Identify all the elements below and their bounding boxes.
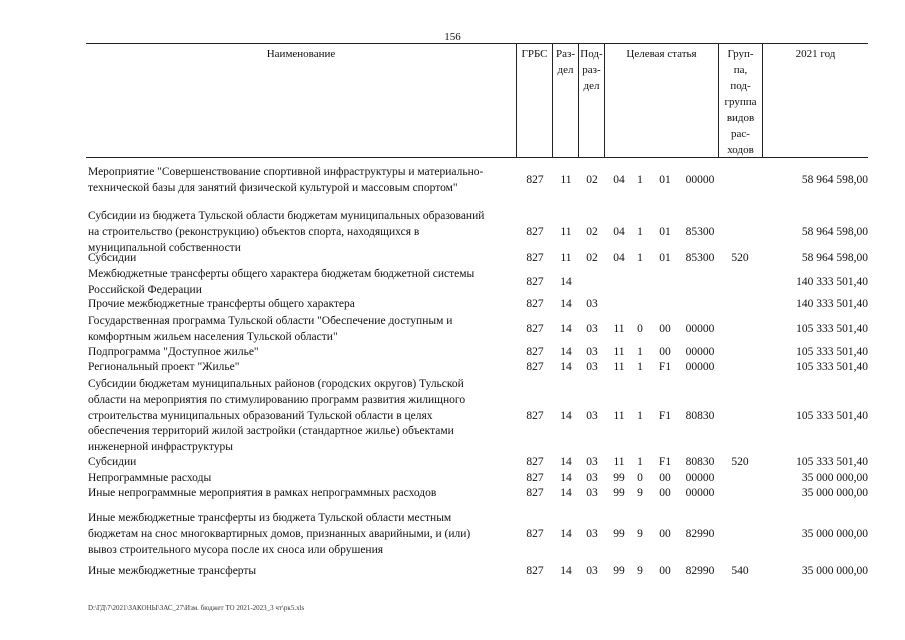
row-name-line: бюджетам на снос многоквартирных домов, признанных аварийными, и (или): [88, 527, 471, 540]
row-cell-grbs: 827: [526, 361, 544, 373]
row-cell-c1: 04: [613, 252, 625, 264]
row-cell-grbs: 827: [526, 346, 544, 358]
row-cell-c3: 01: [659, 252, 671, 264]
row-cell-c1: 99: [613, 565, 625, 577]
row-name-line: Непрограммные расходы: [88, 472, 212, 484]
row-cell-c4: 00000: [685, 346, 715, 358]
row-cell-c1: 11: [613, 456, 625, 468]
row-cell-rz: 14: [560, 298, 572, 310]
row-cell-rz: 14: [560, 565, 572, 577]
row-name: [88, 251, 520, 267]
row-name: [88, 314, 520, 346]
row-cell-rz: 14: [560, 409, 572, 422]
row-name: [88, 564, 520, 580]
row-name-line: Субсидии бюджетам муниципальных районов (городских округов) Тульской: [88, 378, 464, 390]
row-name-line: Мероприятие "Совершенствование спортивной инфраструктуры и материально-: [88, 166, 484, 178]
row-cell-c1: 11: [613, 346, 625, 358]
row-name: [88, 297, 520, 313]
row-cell-grbs: 827: [526, 409, 544, 422]
row-cell-vr: 520: [731, 252, 749, 264]
row-name: [88, 209, 520, 256]
row-amount: 105 333 501,40: [796, 409, 868, 422]
row-cell-rz: 11: [560, 225, 572, 238]
row-cell-pr: 03: [586, 565, 598, 577]
row-cell-vr: 540: [731, 565, 749, 577]
row-name-line: Прочие межбюджетные трансферты общего характера: [88, 298, 355, 310]
row-cell-c1: 04: [613, 225, 625, 238]
row-name-line: технической базы для занятий физической культурой и массовым спортом": [88, 181, 458, 194]
row-cell-pr: 03: [586, 346, 598, 358]
row-cell-rz: 14: [560, 472, 572, 484]
row-cell-grbs: 827: [526, 173, 544, 186]
row-cell-c1: 99: [613, 527, 625, 540]
row-cell-pr: 02: [586, 225, 598, 238]
row-name: [88, 267, 520, 299]
row-name-line: комфортным жильем населения Тульской области": [88, 330, 338, 343]
row-name-line: Российской Федерации: [88, 283, 202, 296]
row-name-line: обеспечения территорий жилой застройки (стандартное жилье) объектами: [88, 425, 454, 438]
row-cell-c2: 1: [637, 252, 643, 264]
row-cell-rz: 14: [560, 456, 572, 468]
row-cell-grbs: 827: [526, 225, 544, 238]
row-cell-c2: 9: [637, 527, 643, 540]
row-cell-rz: 14: [560, 487, 572, 499]
row-cell-grbs: 827: [526, 487, 544, 499]
row-cell-c2: 1: [637, 173, 643, 186]
row-cell-c3: F1: [658, 409, 672, 422]
row-cell-rz: 14: [560, 361, 572, 373]
row-name-line: Иные непрограммные мероприятия в рамках непрограммных расходов: [88, 487, 437, 499]
row-cell-c2: 1: [637, 409, 643, 422]
row-cell-grbs: 827: [526, 252, 544, 264]
row-name: [88, 471, 520, 487]
row-amount: 58 964 598,00: [801, 173, 868, 186]
row-name-line: Иные межбюджетные трансферты из бюджета Тульской области местным: [88, 512, 452, 524]
row-cell-rz: 11: [560, 173, 572, 186]
header-name: Наименование: [266, 48, 336, 60]
row-cell-c4: 80830: [685, 456, 715, 468]
row-name-line: на строительство (реконструкцию) объектов спорта, находящихся в: [88, 225, 420, 238]
row-amount: 105 333 501,40: [796, 361, 868, 373]
row-cell-pr: 03: [586, 361, 598, 373]
row-name: [88, 360, 520, 376]
row-cell-c2: 9: [637, 565, 643, 577]
row-amount: 105 333 501,40: [796, 322, 868, 335]
row-cell-c1: 11: [613, 322, 625, 335]
row-cell-c4: 00000: [685, 173, 715, 186]
row-cell-grbs: 827: [526, 275, 544, 288]
row-cell-grbs: 827: [526, 565, 544, 577]
row-cell-c3: 01: [659, 173, 671, 186]
row-cell-c3: 00: [659, 565, 671, 577]
row-cell-c1: 99: [613, 487, 625, 499]
row-amount: 35 000 000,00: [801, 487, 868, 499]
row-cell-vr: 520: [731, 456, 749, 468]
row-cell-c4: 82990: [685, 527, 715, 540]
row-amount: 140 333 501,40: [796, 298, 868, 310]
row-cell-pr: 03: [586, 409, 598, 422]
row-amount: 58 964 598,00: [801, 252, 868, 264]
row-name-line: Государственная программа Тульской области "Обеспечение доступным и: [88, 315, 453, 327]
footer-file-path: D:\ГД\7\2021\ЗАКОНЫ\ЗАС_27\Изм. бюджет ТО 2021-2023_3 чт\рк5.xls: [88, 604, 305, 612]
row-cell-c3: 00: [659, 527, 671, 540]
row-cell-c3: 01: [659, 225, 671, 238]
row-cell-c2: 1: [637, 225, 643, 238]
row-cell-c3: 00: [659, 322, 671, 335]
header-podrazdel: Под- раз- дел: [578, 44, 604, 157]
row-name-line: Субсидии: [88, 252, 137, 264]
row-cell-rz: 11: [560, 252, 572, 264]
row-cell-c3: 00: [659, 487, 671, 499]
header-gruppa: Груп- па, под- группа видов рас- ходов: [718, 44, 762, 157]
row-name: [88, 377, 520, 456]
row-cell-grbs: 827: [526, 456, 544, 468]
row-cell-c2: 9: [637, 487, 643, 499]
row-name-line: области на мероприятия по стимулированию программ развития жилищного: [88, 393, 466, 406]
row-cell-grbs: 827: [526, 298, 544, 310]
row-cell-rz: 14: [560, 346, 572, 358]
row-cell-pr: 03: [586, 322, 598, 335]
row-cell-c2: 1: [637, 346, 643, 358]
row-cell-c4: 85300: [685, 225, 715, 238]
row-cell-c2: 1: [637, 456, 643, 468]
row-name: [88, 455, 520, 471]
row-cell-rz: 14: [560, 527, 572, 540]
page-number: 156: [444, 31, 461, 43]
row-cell-pr: 02: [586, 252, 598, 264]
row-amount: 35 000 000,00: [801, 565, 868, 577]
row-name: [88, 486, 520, 502]
row-cell-c2: 0: [637, 472, 643, 484]
row-cell-c3: F1: [658, 361, 672, 373]
row-cell-c3: F1: [658, 456, 672, 468]
row-amount: 35 000 000,00: [801, 527, 868, 540]
row-amount: 140 333 501,40: [796, 275, 868, 288]
row-cell-pr: 03: [586, 527, 598, 540]
row-name-line: Субсидии: [88, 456, 137, 468]
row-cell-grbs: 827: [526, 527, 544, 540]
row-name: [88, 345, 520, 361]
row-cell-c2: 1: [637, 361, 643, 373]
row-cell-c4: 00000: [685, 322, 715, 335]
row-name-line: инженерной инфраструктуры: [88, 441, 233, 454]
row-amount: 35 000 000,00: [801, 472, 868, 484]
row-name-line: Региональный проект "Жилье": [88, 361, 240, 373]
row-name-line: строительства муниципальных образований Тульской области в целях: [88, 409, 433, 422]
row-amount: 105 333 501,40: [796, 346, 868, 358]
row-cell-c4: 82990: [685, 565, 715, 577]
row-name-line: муниципальной собственности: [88, 241, 241, 254]
row-cell-c4: 85300: [685, 252, 715, 264]
row-cell-c4: 00000: [685, 487, 715, 499]
row-amount: 58 964 598,00: [801, 225, 868, 238]
row-cell-grbs: 827: [526, 322, 544, 335]
row-name-line: вывоз строительного мусора после их сноса или обрушения: [88, 543, 384, 556]
row-amount: 105 333 501,40: [796, 456, 868, 468]
row-cell-c2: 0: [637, 322, 643, 335]
row-cell-c3: 00: [659, 472, 671, 484]
row-cell-c3: 00: [659, 346, 671, 358]
header-razdel: Раз- дел: [552, 44, 578, 157]
header-year: 2021 год: [762, 44, 868, 157]
row-cell-pr: 03: [586, 456, 598, 468]
row-cell-grbs: 827: [526, 472, 544, 484]
row-cell-pr: 03: [586, 472, 598, 484]
row-cell-c4: 00000: [685, 472, 715, 484]
header-grbs: ГРБС: [516, 44, 552, 157]
row-name: [88, 511, 520, 558]
row-cell-c1: 11: [613, 409, 625, 422]
row-cell-pr: 03: [586, 487, 598, 499]
row-cell-c1: 99: [613, 472, 625, 484]
row-cell-c1: 11: [613, 361, 625, 373]
row-cell-c4: 80830: [685, 409, 715, 422]
table-header: [86, 43, 868, 158]
row-name-line: Иные межбюджетные трансферты: [88, 565, 257, 577]
row-name-line: Субсидии из бюджета Тульской области бюджетам муниципальных образований: [88, 210, 485, 222]
row-cell-rz: 14: [560, 275, 572, 288]
row-name-line: Подпрограмма "Доступное жилье": [88, 346, 259, 358]
row-cell-c4: 00000: [685, 361, 715, 373]
header-celevaya: Целевая статья: [604, 44, 718, 157]
row-cell-pr: 02: [586, 173, 598, 186]
row-name: [88, 165, 520, 197]
row-cell-c1: 04: [613, 173, 625, 186]
row-name-line: Межбюджетные трансферты общего характера бюджетам бюджетной системы: [88, 268, 475, 280]
row-cell-pr: 03: [586, 298, 598, 310]
row-cell-rz: 14: [560, 322, 572, 335]
